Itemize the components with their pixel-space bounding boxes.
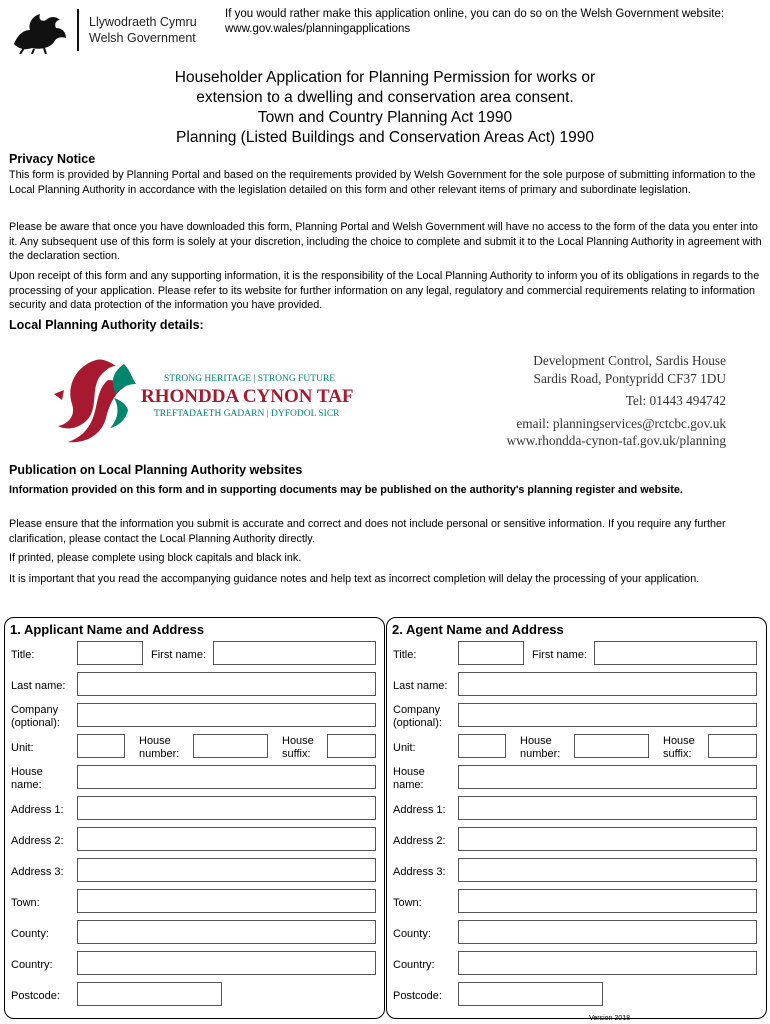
applicant-address2-label: Address 2: — [11, 835, 64, 847]
agent-last-name-input[interactable] — [458, 672, 757, 696]
applicant-house-suffix-label: House suffix: — [282, 735, 314, 760]
agent-address3-input[interactable] — [458, 858, 757, 882]
applicant-postcode-label: Postcode: — [11, 990, 60, 1002]
lpa-address-line1: Development Control, Sardis House — [533, 353, 726, 368]
applicant-first-name-input[interactable] — [213, 641, 376, 665]
agent-first-name-label: First name: — [532, 649, 588, 661]
agent-postcode-label: Postcode: — [393, 990, 442, 1002]
applicant-title-label: Title: — [11, 649, 35, 661]
online-application-link[interactable]: www.gov.wales/planningapplications — [225, 23, 411, 35]
agent-title-input[interactable] — [458, 641, 524, 665]
applicant-company-input[interactable] — [77, 703, 376, 727]
applicant-house-number-input[interactable] — [193, 734, 268, 758]
lpa-website[interactable]: www.rhondda-cynon-taf.gov.uk/planning — [506, 433, 726, 448]
agent-address1-label: Address 1: — [393, 804, 446, 816]
agent-company-label: Company (optional): — [393, 704, 442, 729]
publication-paragraph-2: If printed, please complete using block capitals and black ink. — [9, 552, 302, 564]
rct-dragon-icon — [46, 354, 142, 450]
agent-first-name-input[interactable] — [594, 641, 757, 665]
applicant-county-label: County: — [11, 928, 49, 940]
lpa-address-block — [507, 352, 726, 450]
applicant-country-input[interactable] — [77, 951, 376, 975]
publication-paragraph-1: Please ensure that the information you submit is accurate and correct and does not include personal or sensitive information. If you require any further clarification, please contact the Local Planning Authority directly. — [9, 518, 726, 545]
applicant-town-label: Town: — [11, 897, 40, 909]
agent-house-name-label: House name: — [393, 766, 425, 791]
applicant-country-label: Country: — [11, 959, 53, 971]
applicant-company-label: Company (optional): — [11, 704, 60, 729]
publication-heading: Publication on Local Planning Authority websites — [9, 463, 303, 477]
agent-unit-label: Unit: — [393, 742, 416, 754]
agent-panel-title: 2. Agent Name and Address — [392, 622, 564, 637]
logo-tagline-top: STRONG HERITAGE | STRONG FUTURE — [164, 374, 336, 384]
agent-title-label: Title: — [393, 649, 417, 661]
lpa-email[interactable]: email: planningservices@rctcbc.gov.uk — [516, 415, 726, 431]
agent-county-label: County: — [393, 928, 431, 940]
form-title: Householder Application for Planning Permission for works or extension to a dwelling and conservation area consent. Town and Country Planning Act 1990 Planning (Listed Buildings and Conservation Areas Act) 1990 — [174, 69, 596, 146]
welsh-dragon-logo-icon — [10, 8, 70, 54]
agent-address1-input[interactable] — [458, 796, 757, 820]
applicant-house-number-label: House number: — [139, 735, 180, 760]
applicant-unit-input[interactable] — [77, 734, 125, 758]
lpa-tel: Tel: 01443 494742 — [625, 393, 726, 408]
agent-last-name-label: Last name: — [393, 680, 448, 692]
version-label: Version 2018 — [589, 1015, 630, 1022]
applicant-first-name-label: First name: — [151, 649, 207, 661]
wg-name-english: Welsh Government — [89, 31, 196, 45]
applicant-last-name-label: Last name: — [11, 680, 66, 692]
lpa-address-line2: Sardis Road, Pontypridd CF37 1DU — [533, 370, 726, 386]
rct-logo — [46, 354, 366, 450]
agent-company-input[interactable] — [458, 703, 757, 727]
wg-name-welsh: Llywodraeth Cymru — [89, 15, 197, 29]
applicant-address3-input[interactable] — [77, 858, 376, 882]
online-application-note: If you would rather make this application online, you can do so on the Welsh Government website: www.gov.wales/planningapplications — [225, 8, 725, 35]
agent-town-input[interactable] — [458, 889, 757, 913]
logo-divider — [77, 9, 79, 51]
logo-tagline-bottom: TREFTADAETH GADARN | DYFODOL SICR — [154, 409, 340, 419]
privacy-heading: Privacy Notice — [9, 152, 96, 166]
applicant-address2-input[interactable] — [77, 827, 376, 851]
agent-address2-label: Address 2: — [393, 835, 446, 847]
applicant-house-name-label: House name: — [11, 766, 43, 791]
applicant-town-input[interactable] — [77, 889, 376, 913]
applicant-panel — [4, 617, 385, 1019]
publication-bold-note: Information provided on this form and in supporting documents may be published on the authority's planning register and website. — [9, 484, 683, 496]
agent-town-label: Town: — [393, 897, 422, 909]
applicant-address1-label: Address 1: — [11, 804, 64, 816]
publication-paragraph-3: It is important that you read the accompanying guidance notes and help text as incorrect completion will delay the processing of your application. — [9, 573, 700, 585]
applicant-last-name-input[interactable] — [77, 672, 376, 696]
agent-address3-label: Address 3: — [393, 866, 446, 878]
applicant-unit-label: Unit: — [11, 742, 34, 754]
applicant-title-input[interactable] — [77, 641, 143, 665]
agent-country-input[interactable] — [458, 951, 757, 975]
agent-house-number-input[interactable] — [574, 734, 649, 758]
agent-house-number-label: House number: — [520, 735, 561, 760]
agent-house-suffix-label: House suffix: — [663, 735, 695, 760]
agent-county-input[interactable] — [458, 920, 757, 944]
agent-panel — [386, 617, 767, 1019]
agent-unit-input[interactable] — [458, 734, 506, 758]
privacy-paragraph-2: Please be aware that once you have downloaded this form, Planning Portal and Welsh Government will have no access to the form of the data you enter into it. Any subsequent use of this form is solely at your discretion, including the choice to complete and submit it to the Local Planning Authority in agreement with the declaration section. — [9, 221, 762, 263]
agent-country-label: Country: — [393, 959, 435, 971]
applicant-county-input[interactable] — [77, 920, 376, 944]
applicant-address1-input[interactable] — [77, 796, 376, 820]
agent-house-suffix-input[interactable] — [708, 734, 757, 758]
agent-address2-input[interactable] — [458, 827, 757, 851]
privacy-paragraph-3: Upon receipt of this form and any supporting information, it is the responsibility of the Local Planning Authority to inform you of its obligations in regards to the processing of your application. Please refer to its website for further information on any legal, regulatory and commercial requirements relating to information security and data protection of the information you have provided. — [9, 270, 760, 312]
agent-postcode-input[interactable] — [458, 982, 603, 1006]
privacy-paragraph-1: This form is provided by Planning Portal and based on the requirements provided by Welsh Government for the sole purpose of submitting information to the Local Planning Authority in accordance with the legislation detailed on this form and other relevant items of primary and subordinate legislation. — [9, 169, 756, 196]
logo-name: RHONDDA CYNON TAF — [141, 386, 354, 407]
applicant-house-suffix-input[interactable] — [327, 734, 376, 758]
applicant-house-name-input[interactable] — [77, 765, 376, 789]
lpa-heading: Local Planning Authority details: — [9, 318, 204, 332]
agent-house-name-input[interactable] — [458, 765, 757, 789]
applicant-panel-title: 1. Applicant Name and Address — [10, 622, 205, 637]
applicant-address3-label: Address 3: — [11, 866, 64, 878]
applicant-postcode-input[interactable] — [77, 982, 222, 1006]
